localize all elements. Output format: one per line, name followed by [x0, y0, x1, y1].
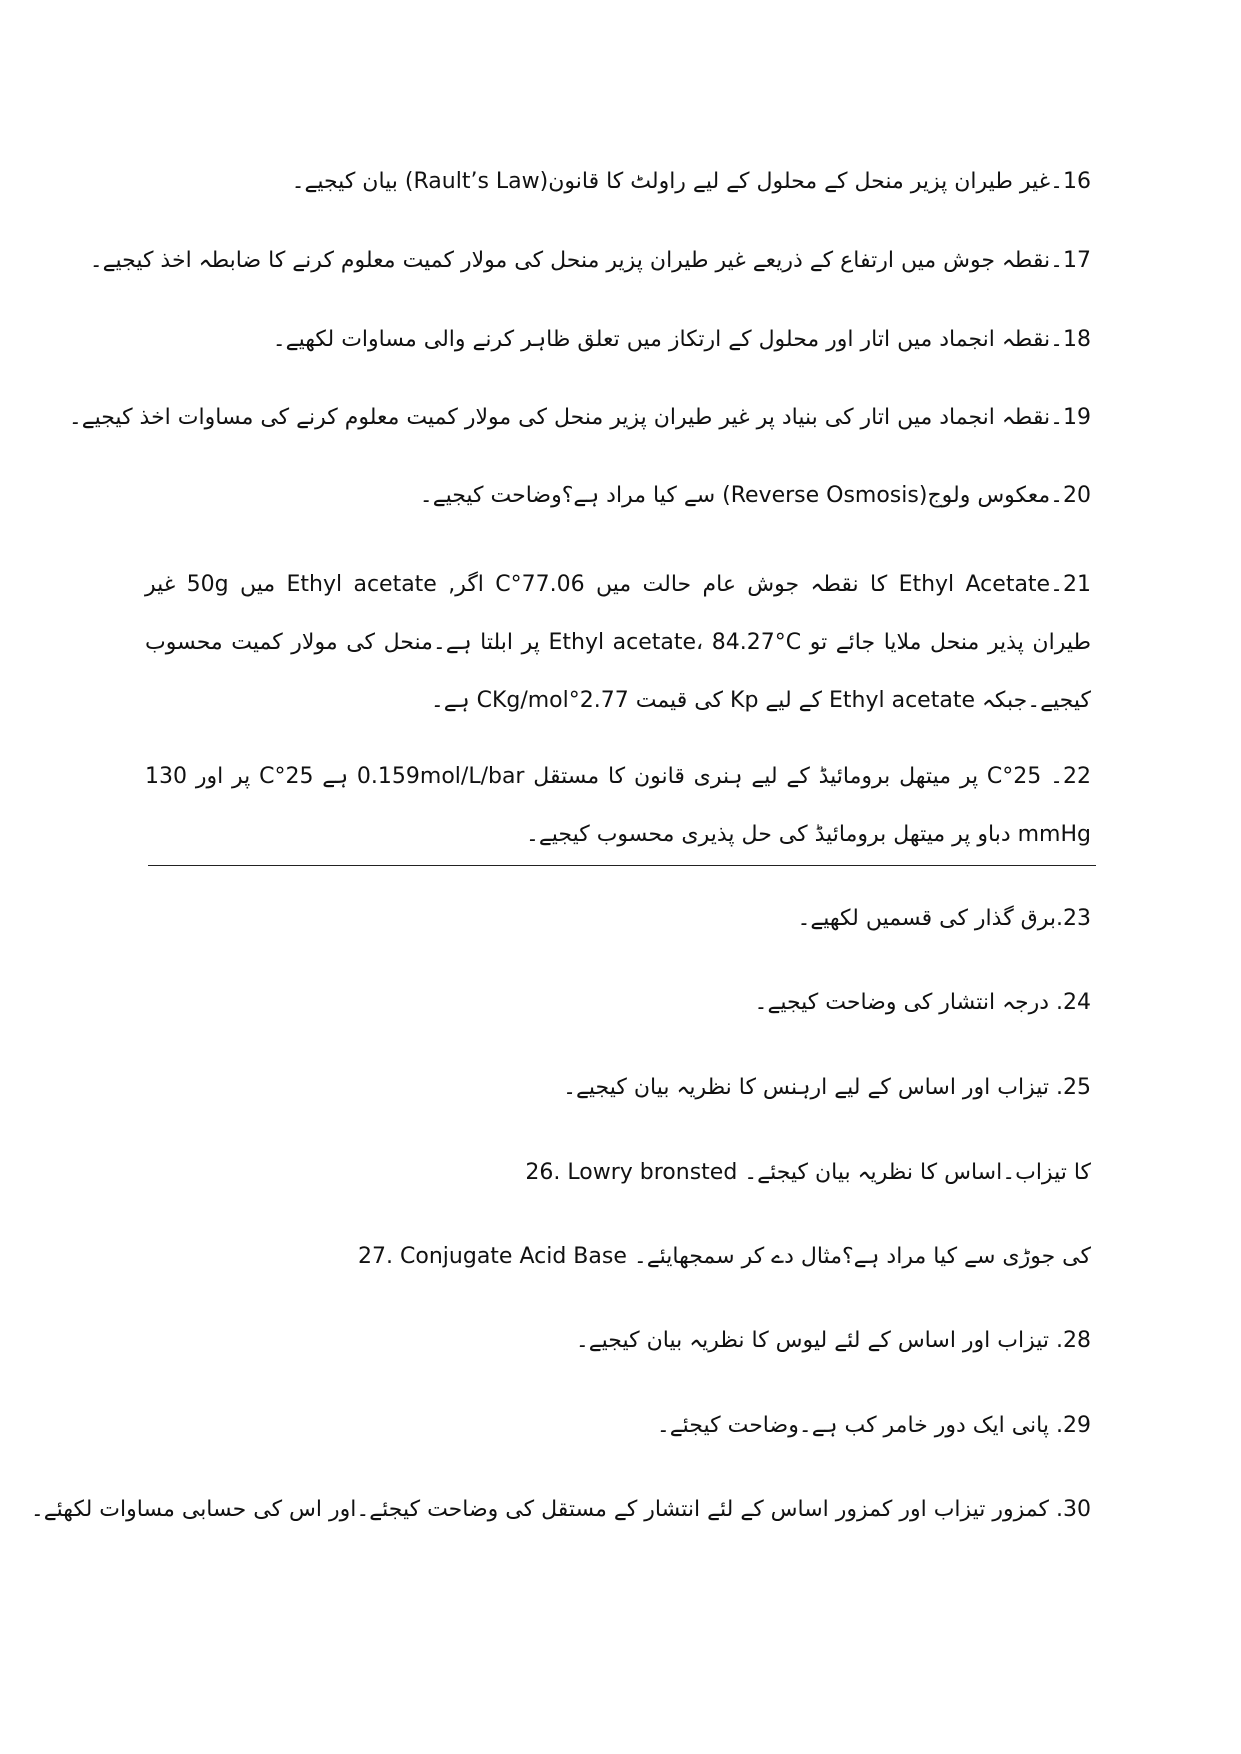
question-22: 22۔ 25°C پر میتھل برومائیڈ کے لیے ہنری قانون کا مستقل 0.159mol/L/bar ہے 25°C پر اور 130 mmHg دباو پر میتھل برومائیڈ کی حل پذیری محسوب کیجیے۔ [145, 764, 1091, 847]
question-21: 21۔Ethyl Acetate کا نقطہ جوش عام حالت میں 77.06°C اگر, Ethyl acetate میں 50g غیر طیران پذیر منحل ملایا جائے تو Ethyl acetate، 84.27°C پر ابلتا ہے۔منحل کی مولار کمیت محسوب کیجیے۔جبکہ Ethyl acetate کے لیے Kp کی قیمت 2.77°CKg/mol ہے۔ [145, 572, 1091, 713]
question-25: 25. تیزاب اور اساس کے لیے ارہنس کا نظریہ بیان کیجیے۔ [563, 1075, 1091, 1100]
question-23: 23.برق گذار کی قسمیں لکھیے۔ [797, 906, 1091, 931]
section-divider [148, 865, 1096, 866]
question-30: 30. کمزور تیزاب اور کمزور اساس کے لئے انتشار کے مستقل کی وضاحت کیجئے۔اور اس کی حسابی مساوات لکھئے۔ [30, 1497, 1091, 1522]
question-20: 20۔معکوس ولوج(Reverse Osmosis) سے کیا مراد ہے؟وضاحت کیجیے۔ [419, 483, 1091, 508]
question-27: 27. Conjugate Acid Base کی جوڑی سے کیا مراد ہے؟مثال دے کر سمجھایئے۔ [358, 1244, 1091, 1269]
question-26: 26. Lowry bronsted کا تیزاب۔اساس کا نظریہ بیان کیجئے۔ [525, 1160, 1091, 1185]
question-28: 28. تیزاب اور اساس کے لئے لیوس کا نظریہ بیان کیجیے۔ [575, 1328, 1091, 1353]
question-19: 19۔نقطہ انجماد میں اتار کی بنیاد پر غیر طیران پزیر منحل کی مولار کمیت معلوم کرنے کی مساوات اخذ کیجیے۔ [68, 405, 1091, 430]
question-29: 29. پانی ایک دور خامر کب ہے۔وضاحت کیجئے۔ [656, 1413, 1091, 1438]
question-17: 17۔نقطہ جوش میں ارتفاع کے ذریعے غیر طیران پزیر منحل کی مولار کمیت معلوم کرنے کا ضابطہ اخذ کیجیے۔ [89, 248, 1091, 273]
question-24: 24. درجہ انتشار کی وضاحت کیجیے۔ [754, 990, 1091, 1015]
question-18: 18۔نقطہ انجماد میں اتار اور محلول کے ارتکاز میں تعلق ظاہر کرنے والی مساوات لکھیے۔ [272, 327, 1091, 352]
question-16: 16۔غیر طیران پزیر منحل کے محلول کے لیے راولٹ کا قانون(Rault’s Law) بیان کیجیے۔ [291, 169, 1091, 194]
